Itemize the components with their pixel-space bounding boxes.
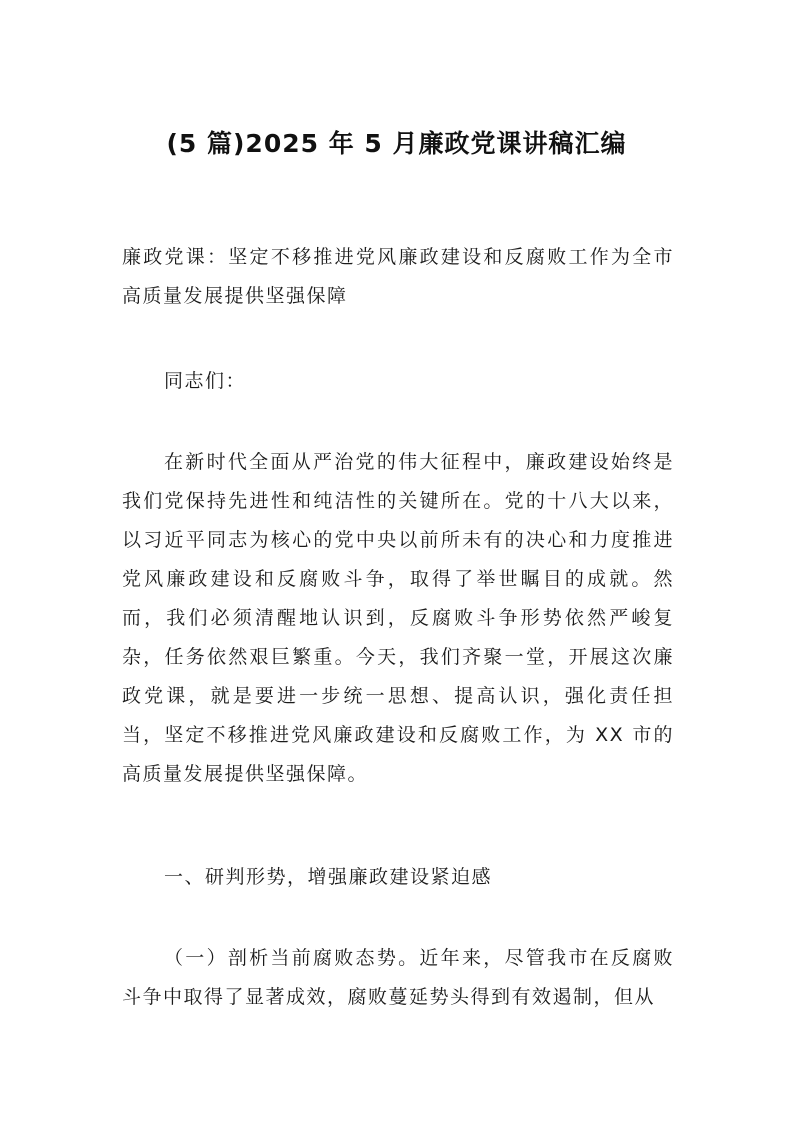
section-heading-1: 一、研判形势，增强廉政建设紧迫感 <box>164 866 493 888</box>
greeting: 同志们： <box>164 370 247 392</box>
document-title: (5 篇)2025 年 5 月廉政党课讲稿汇编 <box>166 129 627 158</box>
body-paragraph-2: （一）剖析当前腐败态势。近年来，尽管我市在反腐败斗争中取得了显著成效，腐败蔓延势头得到有效遏制，但从 <box>122 947 674 1008</box>
lecture-subtitle: 廉政党课：坚定不移推进党风廉政建设和反腐败工作为全市高质量发展提供坚强保障 <box>122 246 674 307</box>
body-paragraph-1: 在新时代全面从严治党的伟大征程中，廉政建设始终是我们党保持先进性和纯洁性的关键所在。党的十八大以来，以习近平同志为核心的党中央以前所未有的决心和力度推进党风廉政建设和反腐败斗争，取得了举世瞩目的成就。然而，我们必须清醒地认识到，反腐败斗争形势依然严峻复杂，任务依然艰巨繁重。今天，我们齐聚一堂，开展这次廉政党课，就是要进一步统一思想、提高认识，强化责任担当，坚定不移推进党风廉政建设和反腐败工作，为 XX 市的高质量发展提供坚强保障。 <box>122 451 674 785</box>
